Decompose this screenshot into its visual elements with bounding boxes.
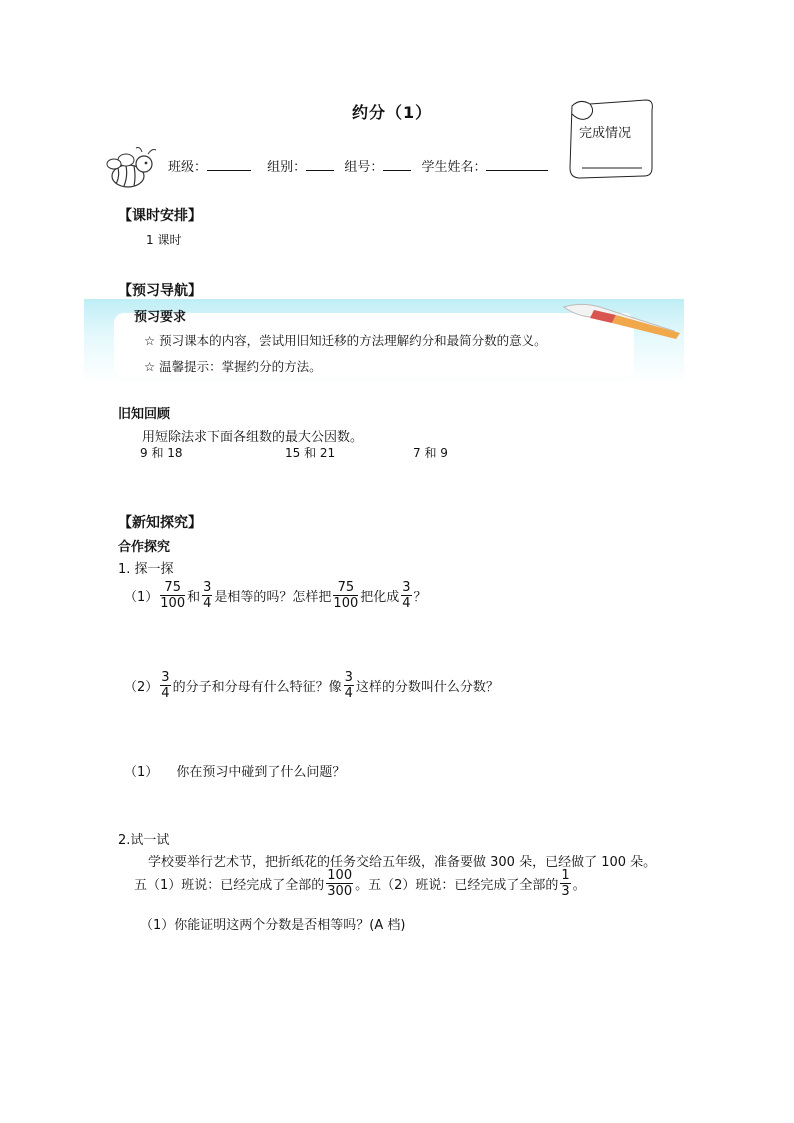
page-title: 约分（1） (352, 103, 433, 122)
schedule-heading: 【课时安排】 (118, 208, 202, 224)
p2-text-a: 五（1）班说：已经完成了全部的 (134, 878, 325, 893)
fraction-3-4-c: $\frac{3}{4}$ (161, 670, 170, 701)
explore-heading: 【新知探究】 (118, 515, 202, 531)
review-instruction: 用短除法求下面各组数的最大公因数。 (142, 430, 364, 445)
group-label: 组别： (267, 160, 307, 175)
review-heading: 旧知回顾 (118, 407, 171, 422)
part2-text: 学校要举行艺术节，把折纸花的任务交给五年级，准备要做 300 朵，已经做了 100 朵。 (148, 855, 657, 870)
part2-heading: 2.试一试 (118, 833, 170, 848)
fraction-75-100: $\frac{75}{100}$ (160, 580, 186, 611)
review-pair-3: 7 和 9 (413, 446, 448, 460)
review-pair-1: 9 和 18 (140, 446, 183, 460)
preview-item-2: ☆ 温馨提示：掌握约分的方法。 (144, 359, 322, 374)
class-blank[interactable] (207, 158, 251, 171)
fraction-3-4: $\frac{3}{4}$ (203, 580, 212, 611)
group-number-label: 组号： (344, 160, 384, 175)
fraction-3-4-b: $\frac{3}{4}$ (402, 580, 411, 611)
question-2 (124, 670, 499, 701)
preview-heading: 【预习导航】 (118, 283, 202, 299)
question-1 (124, 580, 427, 611)
group-blank[interactable] (306, 158, 334, 171)
info-fields (168, 156, 548, 175)
q3-label: （1） (124, 765, 159, 780)
preview-item-1: ☆ 预习课本的内容，尝试用旧知迁移的方法理解约分和最简分数的意义。 (144, 333, 547, 348)
explore-subheading: 合作探究 (118, 540, 171, 555)
q3-text: 你在预习中碰到了什么问题？ (176, 765, 346, 780)
class-label: 班级： (168, 160, 208, 175)
question-3 (124, 761, 345, 780)
fraction-1-3: $\frac{1}{3}$ (561, 868, 570, 899)
review-pair-2: 15 和 21 (285, 446, 336, 460)
schedule-content: 1 课时 (146, 233, 182, 247)
preview-requirement-title: 预习要求 (134, 310, 187, 325)
fraction-3-4-d: $\frac{3}{4}$ (344, 670, 353, 701)
q1-text-4: ？ (413, 590, 427, 605)
part1-heading: 1. 探一探 (118, 562, 174, 577)
p2-text-c: 。 (572, 878, 586, 893)
group-number-blank[interactable] (383, 158, 411, 171)
q1-text-1: 和 (187, 590, 201, 605)
part2-statement (134, 868, 586, 899)
fraction-75-100-b: $\frac{75}{100}$ (333, 580, 359, 611)
part2-question: （1）你能证明这两个分数是否相等吗？(A 档) (140, 918, 406, 933)
paintbrush-icon (554, 301, 684, 341)
fraction-100-300: $\frac{100}{300}$ (327, 868, 353, 899)
q1-text-3: 把化成 (360, 590, 400, 605)
q1-text-2: 是相等的吗？怎样把 (214, 590, 332, 605)
q2-text-2: 这样的分数叫什么分数？ (355, 680, 499, 695)
student-name-label: 学生姓名： (421, 160, 487, 175)
q2-label: （2） (124, 680, 159, 695)
p2-text-b: 。五（2）班说：已经完成了全部的 (355, 878, 559, 893)
q1-label: （1） (124, 590, 159, 605)
student-name-blank[interactable] (486, 158, 548, 171)
completion-status-label: 完成情况 (579, 126, 632, 141)
q2-text-1: 的分子和分母有什么特征？像 (172, 680, 342, 695)
bee-mascot-icon (104, 146, 160, 194)
